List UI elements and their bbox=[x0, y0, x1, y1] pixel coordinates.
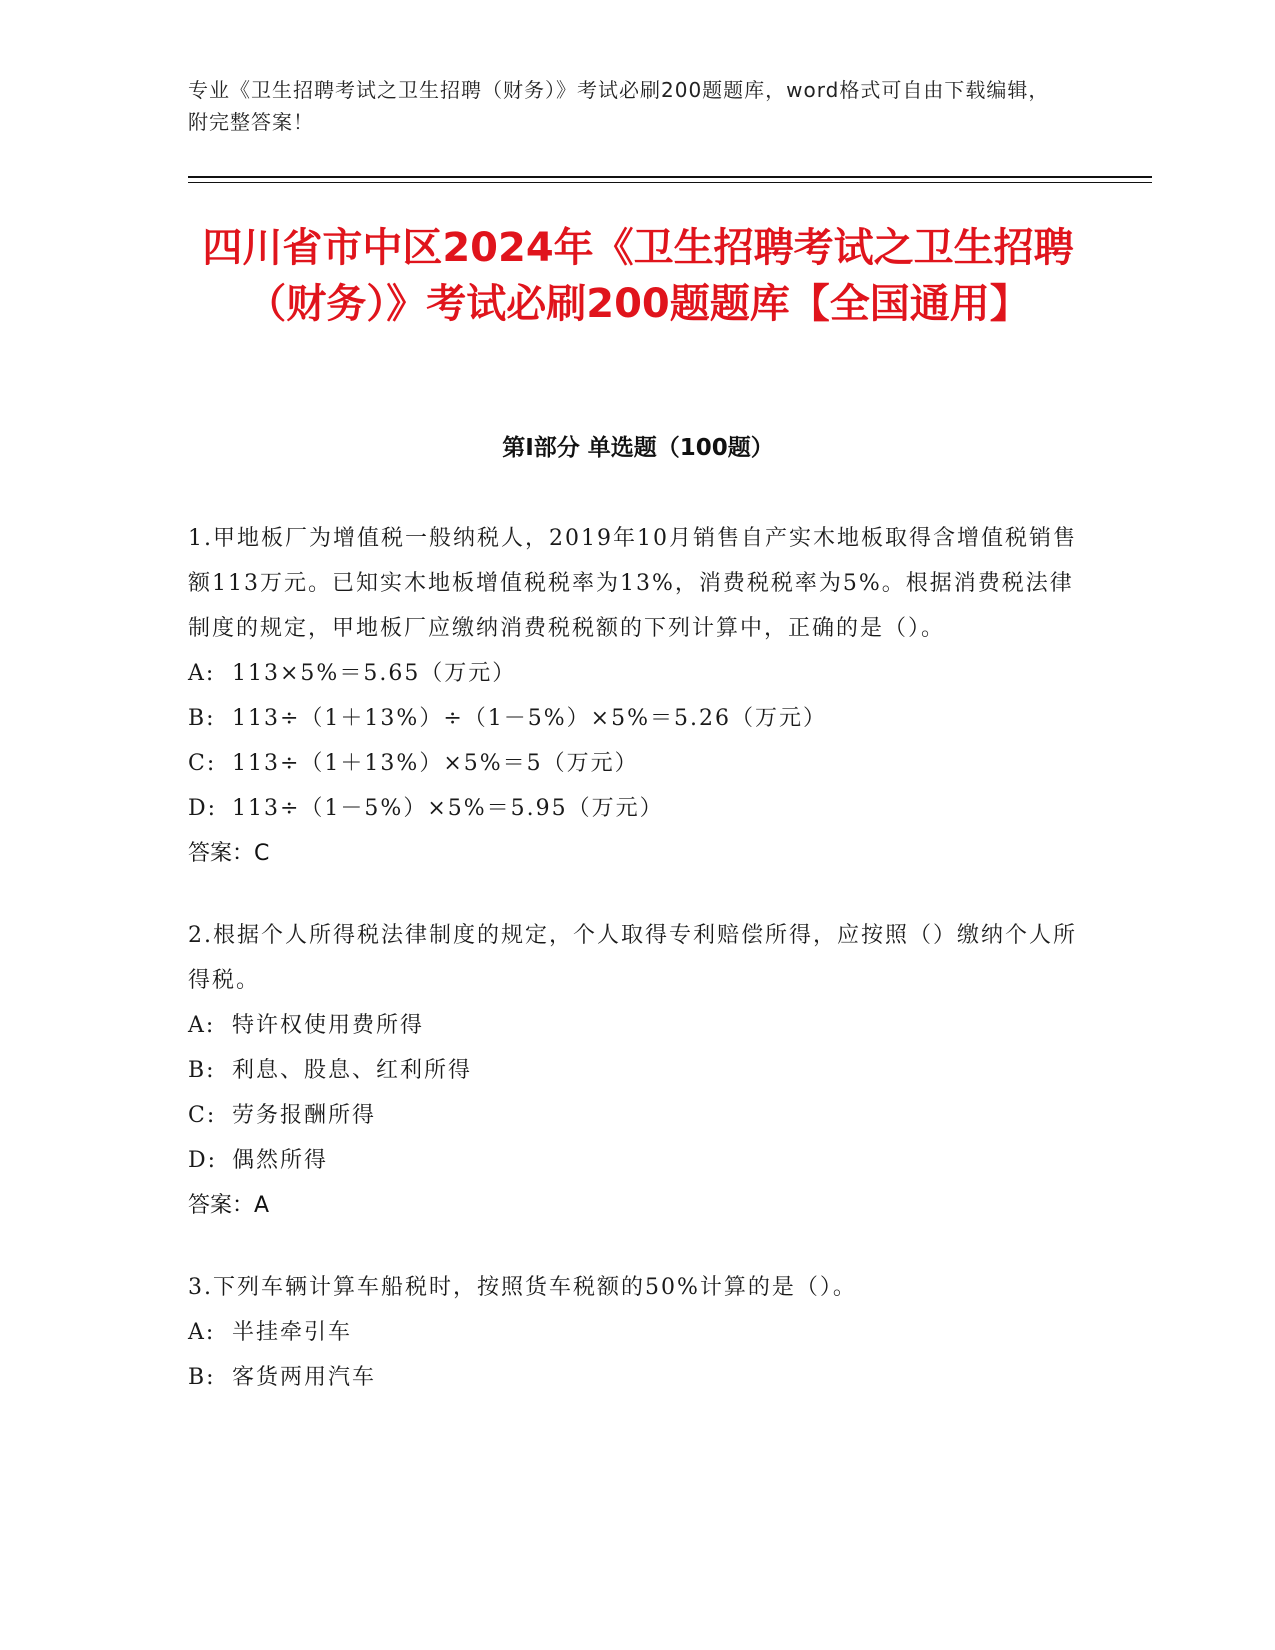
question-list bbox=[188, 516, 1088, 1437]
header-rule-thick bbox=[188, 176, 1152, 178]
question-answer: 答案：C bbox=[188, 841, 270, 866]
option-key: A: bbox=[188, 1013, 216, 1038]
option-text: 113÷（1－5%）×5%＝5.95（万元） bbox=[232, 796, 664, 821]
option-d bbox=[188, 786, 1088, 831]
question-stem: 3.下列车辆计算车船税时，按照货车税额的50%计算的是（）。 bbox=[188, 1275, 857, 1300]
option-b bbox=[188, 696, 1088, 741]
option-text: 特许权使用费所得 bbox=[232, 1013, 425, 1038]
option-key: B: bbox=[188, 1058, 216, 1083]
option-text: 偶然所得 bbox=[232, 1148, 329, 1173]
option-key: A: bbox=[188, 661, 216, 686]
option-key: D: bbox=[188, 1148, 218, 1173]
option-d bbox=[188, 1138, 1088, 1183]
option-key: B: bbox=[188, 706, 216, 731]
section-title: 第Ⅰ部分 单选题（100题） bbox=[502, 435, 774, 461]
question-stem: 2.根据个人所得税法律制度的规定，个人取得专利赔偿所得，应按照（）缴纳个人所得税。 bbox=[188, 923, 1077, 993]
option-text: 半挂牵引车 bbox=[232, 1320, 353, 1345]
question-2 bbox=[188, 913, 1088, 1228]
option-a bbox=[188, 1003, 1088, 1048]
question-stem: 1.甲地板厂为增值税一般纳税人，2019年10月销售自产实木地板取得含增值税销售额113万元。已知实木地板增值税税率为13%，消费税税率为5%。根据消费税法律制度的规定，甲地板厂应缴纳消费税税额的下列计算中，正确的是（）。 bbox=[188, 526, 1077, 641]
option-key: C: bbox=[188, 751, 217, 776]
header-note: 专业《卫生招聘考试之卫生招聘（财务）》考试必刷200题题库，word格式可自由下载编辑，附完整答案！ bbox=[188, 78, 1050, 134]
header-rule-thin bbox=[188, 182, 1152, 183]
option-text: 利息、股息、红利所得 bbox=[232, 1058, 473, 1083]
question-answer: 答案：A bbox=[188, 1193, 270, 1218]
option-key: A: bbox=[188, 1320, 216, 1345]
option-text: 113×5%＝5.65（万元） bbox=[232, 661, 517, 686]
option-text: 113÷（1＋13%）×5%＝5（万元） bbox=[232, 751, 639, 776]
option-a bbox=[188, 651, 1088, 696]
question-1 bbox=[188, 516, 1088, 876]
option-text: 113÷（1＋13%）÷（1－5%）×5%＝5.26（万元） bbox=[232, 706, 827, 731]
option-c bbox=[188, 741, 1088, 786]
option-c bbox=[188, 1093, 1088, 1138]
option-text: 劳务报酬所得 bbox=[232, 1103, 377, 1128]
option-key: C: bbox=[188, 1103, 217, 1128]
document-title: 四川省市中区2024年《卫生招聘考试之卫生招聘（财务）》考试必刷200题题库【全国通用】 bbox=[202, 225, 1074, 327]
option-key: D: bbox=[188, 796, 218, 821]
option-b bbox=[188, 1048, 1088, 1093]
question-3 bbox=[188, 1265, 1088, 1400]
option-b bbox=[188, 1355, 1088, 1400]
option-text: 客货两用汽车 bbox=[232, 1365, 377, 1390]
option-a bbox=[188, 1310, 1088, 1355]
option-key: B: bbox=[188, 1365, 216, 1390]
